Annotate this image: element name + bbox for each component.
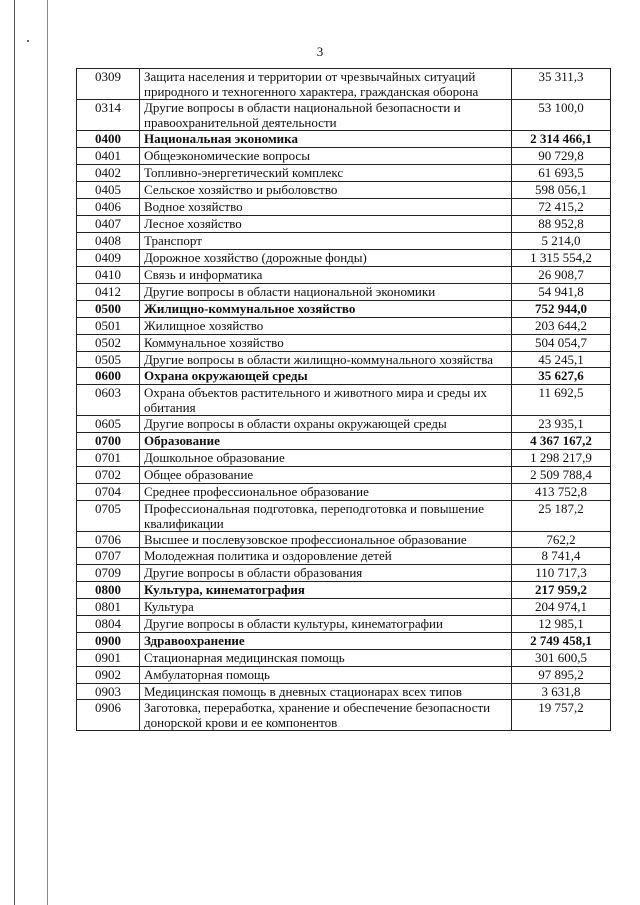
row-code: 0800 <box>77 582 140 599</box>
table-row <box>77 148 611 165</box>
row-name: Стационарная медицинская помощь <box>140 650 512 667</box>
scan-speck <box>27 40 29 42</box>
row-code: 0502 <box>77 335 140 352</box>
table-row <box>77 318 611 335</box>
table-row <box>77 582 611 599</box>
row-name: Топливно-энергетический комплекс <box>140 165 512 182</box>
table-row <box>77 335 611 352</box>
table-row <box>77 69 611 100</box>
row-code: 0407 <box>77 216 140 233</box>
row-name: Амбулаторная помощь <box>140 667 512 684</box>
row-code: 0500 <box>77 301 140 318</box>
row-amount: 217 959,2 <box>512 582 611 599</box>
row-amount: 504 054,7 <box>512 335 611 352</box>
table-row <box>77 548 611 565</box>
table-row <box>77 599 611 616</box>
table-row <box>77 250 611 267</box>
row-code: 0801 <box>77 599 140 616</box>
scan-edge-line <box>14 0 15 905</box>
table-row <box>77 199 611 216</box>
row-code: 0709 <box>77 565 140 582</box>
row-code: 0704 <box>77 484 140 501</box>
row-code: 0706 <box>77 532 140 548</box>
row-amount: 25 187,2 <box>512 501 611 532</box>
row-name: Другие вопросы в области жилищно-коммунального хозяйства <box>140 352 512 368</box>
row-code: 0605 <box>77 416 140 433</box>
budget-table <box>76 68 611 731</box>
row-code: 0314 <box>77 100 140 131</box>
row-name: Транспорт <box>140 233 512 250</box>
row-name: Культура <box>140 599 512 616</box>
row-name: Другие вопросы в области охраны окружающей среды <box>140 416 512 433</box>
row-code: 0701 <box>77 450 140 467</box>
table-row <box>77 301 611 318</box>
row-name: Охрана объектов растительного и животного мира и среды их обитания <box>140 385 512 416</box>
row-name: Молодежная политика и оздоровление детей <box>140 548 512 565</box>
row-amount: 54 941,8 <box>512 284 611 301</box>
row-name: Высшее и послевузовское профессиональное образование <box>140 532 512 548</box>
row-amount: 26 908,7 <box>512 267 611 284</box>
row-amount: 2 314 466,1 <box>512 131 611 148</box>
row-code: 0409 <box>77 250 140 267</box>
table-row <box>77 616 611 633</box>
row-amount: 2 509 788,4 <box>512 467 611 484</box>
row-name: Общеэкономические вопросы <box>140 148 512 165</box>
row-name: Среднее профессиональное образование <box>140 484 512 501</box>
row-code: 0705 <box>77 501 140 532</box>
row-code: 0600 <box>77 368 140 385</box>
table-row <box>77 182 611 199</box>
row-amount: 90 729,8 <box>512 148 611 165</box>
row-amount: 301 600,5 <box>512 650 611 667</box>
row-code: 0400 <box>77 131 140 148</box>
table-row <box>77 131 611 148</box>
table-row <box>77 233 611 250</box>
row-name: Защита населения и территории от чрезвычайных ситуаций природного и техногенного характера, гражданская оборона <box>140 69 512 100</box>
row-amount: 1 298 217,9 <box>512 450 611 467</box>
table-row <box>77 368 611 385</box>
row-name: Образование <box>140 433 512 450</box>
row-code: 0707 <box>77 548 140 565</box>
row-code: 0410 <box>77 267 140 284</box>
table-row <box>77 700 611 731</box>
table-row <box>77 385 611 416</box>
table-row <box>77 467 611 484</box>
row-name: Медицинская помощь в дневных стационарах всех типов <box>140 684 512 700</box>
row-name: Профессиональная подготовка, переподготовка и повышение квалификации <box>140 501 512 532</box>
row-name: Общее образование <box>140 467 512 484</box>
row-name: Сельское хозяйство и рыболовство <box>140 182 512 199</box>
row-amount: 35 311,3 <box>512 69 611 100</box>
row-code: 0408 <box>77 233 140 250</box>
row-code: 0501 <box>77 318 140 335</box>
row-amount: 53 100,0 <box>512 100 611 131</box>
table-row <box>77 565 611 582</box>
row-amount: 4 367 167,2 <box>512 433 611 450</box>
row-amount: 413 752,8 <box>512 484 611 501</box>
row-name: Другие вопросы в области национальной экономики <box>140 284 512 301</box>
row-code: 0401 <box>77 148 140 165</box>
table-row <box>77 100 611 131</box>
row-amount: 203 644,2 <box>512 318 611 335</box>
table-row <box>77 416 611 433</box>
table-row <box>77 484 611 501</box>
row-code: 0405 <box>77 182 140 199</box>
row-name: Дорожное хозяйство (дорожные фонды) <box>140 250 512 267</box>
row-code: 0505 <box>77 352 140 368</box>
row-amount: 11 692,5 <box>512 385 611 416</box>
table-row <box>77 650 611 667</box>
row-name: Национальная экономика <box>140 131 512 148</box>
table-row <box>77 216 611 233</box>
row-name: Коммунальное хозяйство <box>140 335 512 352</box>
row-amount: 61 693,5 <box>512 165 611 182</box>
row-name: Лесное хозяйство <box>140 216 512 233</box>
row-name: Водное хозяйство <box>140 199 512 216</box>
row-code: 0700 <box>77 433 140 450</box>
row-name: Связь и информатика <box>140 267 512 284</box>
row-code: 0603 <box>77 385 140 416</box>
row-code: 0903 <box>77 684 140 700</box>
table-row <box>77 267 611 284</box>
row-name: Другие вопросы в области образования <box>140 565 512 582</box>
row-amount: 97 895,2 <box>512 667 611 684</box>
scan-margin-line <box>47 0 48 905</box>
table-row <box>77 284 611 301</box>
row-code: 0406 <box>77 199 140 216</box>
row-amount: 110 717,3 <box>512 565 611 582</box>
row-name: Жилищно-коммунальное хозяйство <box>140 301 512 318</box>
row-name: Другие вопросы в области национальной безопасности и правоохранительной деятельности <box>140 100 512 131</box>
row-code: 0412 <box>77 284 140 301</box>
table-row <box>77 501 611 532</box>
row-code: 0804 <box>77 616 140 633</box>
row-code: 0906 <box>77 700 140 731</box>
row-amount: 3 631,8 <box>512 684 611 700</box>
row-amount: 88 952,8 <box>512 216 611 233</box>
row-amount: 598 056,1 <box>512 182 611 199</box>
row-code: 0902 <box>77 667 140 684</box>
row-code: 0900 <box>77 633 140 650</box>
row-name: Культура, кинематография <box>140 582 512 599</box>
row-amount: 5 214,0 <box>512 233 611 250</box>
table-row <box>77 667 611 684</box>
row-code: 0402 <box>77 165 140 182</box>
row-name: Жилищное хозяйство <box>140 318 512 335</box>
table-row <box>77 684 611 700</box>
row-name: Охрана окружающей среды <box>140 368 512 385</box>
row-code: 0309 <box>77 69 140 100</box>
row-amount: 752 944,0 <box>512 301 611 318</box>
row-amount: 19 757,2 <box>512 700 611 731</box>
row-amount: 45 245,1 <box>512 352 611 368</box>
row-amount: 72 415,2 <box>512 199 611 216</box>
table-row <box>77 633 611 650</box>
row-name: Другие вопросы в области культуры, кинематографии <box>140 616 512 633</box>
row-amount: 1 315 554,2 <box>512 250 611 267</box>
table-row <box>77 450 611 467</box>
table-row <box>77 352 611 368</box>
page-number: 3 <box>316 44 324 59</box>
row-name: Здравоохранение <box>140 633 512 650</box>
row-amount: 23 935,1 <box>512 416 611 433</box>
row-amount: 35 627,6 <box>512 368 611 385</box>
row-code: 0702 <box>77 467 140 484</box>
table-row <box>77 433 611 450</box>
table-row <box>77 165 611 182</box>
table-row <box>77 532 611 548</box>
row-amount: 8 741,4 <box>512 548 611 565</box>
row-amount: 762,2 <box>512 532 611 548</box>
row-name: Заготовка, переработка, хранение и обеспечение безопасности донорской крови и ее компонентов <box>140 700 512 731</box>
row-amount: 12 985,1 <box>512 616 611 633</box>
row-amount: 204 974,1 <box>512 599 611 616</box>
row-code: 0901 <box>77 650 140 667</box>
row-amount: 2 749 458,1 <box>512 633 611 650</box>
row-name: Дошкольное образование <box>140 450 512 467</box>
